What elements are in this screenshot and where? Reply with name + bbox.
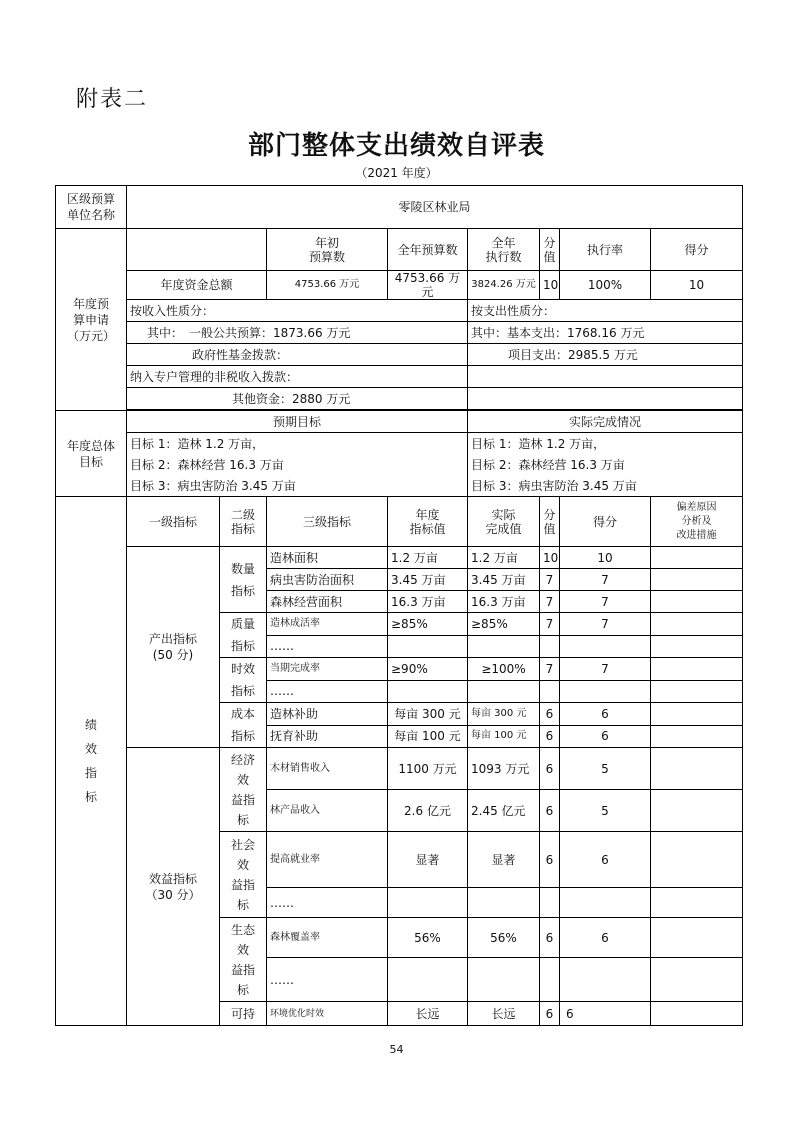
annex-label: 附表二 bbox=[76, 87, 149, 112]
environment-obtained: 6 bbox=[560, 1002, 651, 1026]
budget-score-header: 分 值 bbox=[540, 229, 560, 271]
coverage-actual: 56% bbox=[468, 918, 540, 958]
obtained-header: 得分 bbox=[560, 497, 651, 547]
tending-subsidy-score: 6 bbox=[540, 725, 560, 748]
afforest-subsidy-name: 造林补助 bbox=[267, 703, 388, 726]
timeliness-blank-score bbox=[540, 680, 560, 703]
eco-ellipsis: …… bbox=[267, 958, 388, 1002]
forest-products-name: 林产品收入 bbox=[267, 790, 388, 832]
afforest-area-target: 1.2 万亩 bbox=[388, 547, 468, 569]
employment-score: 6 bbox=[540, 832, 560, 888]
social-blank-obtained bbox=[560, 888, 651, 918]
unit-label: 区级预算 单位名称 bbox=[56, 186, 127, 229]
actual-goal-2: 目标 2：森林经营 16.3 万亩 bbox=[468, 455, 743, 476]
employment-actual: 显著 bbox=[468, 832, 540, 888]
survival-deviation bbox=[651, 613, 743, 636]
eco-blank-obtained bbox=[560, 958, 651, 1002]
social-label: 社会 效 益指 标 bbox=[220, 832, 267, 918]
afforest-subsidy-score: 6 bbox=[540, 703, 560, 726]
year-label: （2021 年度） bbox=[355, 166, 438, 180]
environment-deviation bbox=[651, 1002, 743, 1026]
unit-value: 零陵区林业局 bbox=[127, 186, 743, 229]
expense-title: 按支出性质分： bbox=[468, 300, 743, 322]
quality-blank-actual bbox=[468, 635, 540, 658]
forest-mgmt-actual: 16.3 万亩 bbox=[468, 591, 540, 613]
quality-blank-obtained bbox=[560, 635, 651, 658]
quality-blank-score bbox=[540, 635, 560, 658]
quality-ellipsis: …… bbox=[267, 635, 388, 658]
pest-area-obtained: 7 bbox=[560, 569, 651, 591]
forest-products-target: 2.6 亿元 bbox=[388, 790, 468, 832]
income-other-blank bbox=[468, 388, 743, 410]
actual-goals-header: 实际完成情况 bbox=[468, 411, 743, 433]
afforest-subsidy-obtained: 6 bbox=[560, 703, 651, 726]
benefit-indicator-label: 效益指标 （30 分） bbox=[127, 748, 220, 1026]
afforest-subsidy-actual: 每亩 300 元 bbox=[468, 703, 540, 726]
quantity-label: 数量 指标 bbox=[220, 547, 267, 613]
quality-blank-deviation bbox=[651, 635, 743, 658]
survival-name: 造林成活率 bbox=[267, 613, 388, 636]
level2-header: 二级 指标 bbox=[220, 497, 267, 547]
social-blank-actual bbox=[468, 888, 540, 918]
tending-subsidy-obtained: 6 bbox=[560, 725, 651, 748]
forest-mgmt-score: 7 bbox=[540, 591, 560, 613]
coverage-score: 6 bbox=[540, 918, 560, 958]
score-header: 分 值 bbox=[540, 497, 560, 547]
eco-blank-score bbox=[540, 958, 560, 1002]
planned-goal-2: 目标 2：森林经营 16.3 万亩 bbox=[127, 455, 468, 476]
environment-target: 长远 bbox=[388, 1002, 468, 1026]
afforest-area-name: 造林面积 bbox=[267, 547, 388, 569]
income-public-budget: 其中： 一般公共预算：1873.66 万元 bbox=[127, 322, 468, 344]
timber-actual: 1093 万元 bbox=[468, 748, 540, 790]
sustain-label: 可持 bbox=[220, 1002, 267, 1026]
completion-obtained: 7 bbox=[560, 658, 651, 681]
income-nontax: 纳入专户管理的非税收入拨款： bbox=[127, 366, 468, 388]
survival-score: 7 bbox=[540, 613, 560, 636]
quality-blank-target bbox=[388, 635, 468, 658]
environment-score: 6 bbox=[540, 1002, 560, 1026]
actual-goal-1: 目标 1：造林 1.2 万亩， bbox=[468, 433, 743, 455]
budget-initial-header: 年初 预算数 bbox=[267, 229, 388, 271]
income-title: 按收入性质分： bbox=[127, 300, 468, 322]
economic-label: 经济 效 益指 标 bbox=[220, 748, 267, 832]
eco-blank-actual bbox=[468, 958, 540, 1002]
pest-area-deviation bbox=[651, 569, 743, 591]
budget-section-label: 年度预 算申请 （万元） bbox=[56, 229, 127, 411]
survival-obtained: 7 bbox=[560, 613, 651, 636]
budget-obtained-header: 得分 bbox=[651, 229, 743, 271]
environment-name: 环境优化时效 bbox=[267, 1002, 388, 1026]
actual-header: 实际 完成值 bbox=[468, 497, 540, 547]
coverage-name: 森林覆盖率 bbox=[267, 918, 388, 958]
environment-actual: 长远 bbox=[468, 1002, 540, 1026]
completion-target: ≥90% bbox=[388, 658, 468, 681]
afforest-area-obtained: 10 bbox=[560, 547, 651, 569]
forest-products-score: 6 bbox=[540, 790, 560, 832]
coverage-deviation bbox=[651, 918, 743, 958]
employment-target: 显著 bbox=[388, 832, 468, 888]
eco-blank-target bbox=[388, 958, 468, 1002]
output-indicator-label: 产出指标 (50 分) bbox=[127, 547, 220, 748]
budget-executed-header: 全年 执行数 bbox=[468, 229, 540, 271]
social-blank-score bbox=[540, 888, 560, 918]
timber-obtained: 5 bbox=[560, 748, 651, 790]
coverage-obtained: 6 bbox=[560, 918, 651, 958]
planned-goals-header: 预期目标 bbox=[127, 411, 468, 433]
forest-mgmt-target: 16.3 万亩 bbox=[388, 591, 468, 613]
timber-deviation bbox=[651, 748, 743, 790]
total-initial: 4753.66 万元 bbox=[267, 271, 388, 300]
budget-header-blank bbox=[127, 229, 267, 271]
budget-full-year-header: 全年预算数 bbox=[388, 229, 468, 271]
timber-name: 木材销售收入 bbox=[267, 748, 388, 790]
quality-label: 质量 指标 bbox=[220, 613, 267, 658]
timeliness-ellipsis: …… bbox=[267, 680, 388, 703]
total-score: 10 bbox=[540, 271, 560, 300]
employment-name: 提高就业率 bbox=[267, 832, 388, 888]
budget-rate-header: 执行率 bbox=[560, 229, 651, 271]
timber-score: 6 bbox=[540, 748, 560, 790]
level3-header: 三级指标 bbox=[267, 497, 388, 547]
social-ellipsis: …… bbox=[267, 888, 388, 918]
actual-goal-3: 目标 3：病虫害防治 3.45 万亩 bbox=[468, 476, 743, 497]
indicators-section-label: 绩 效 指 标 bbox=[56, 497, 127, 1026]
forest-products-obtained: 5 bbox=[560, 790, 651, 832]
completion-name: 当期完成率 bbox=[267, 658, 388, 681]
total-executed: 3824.26 万元 bbox=[468, 271, 540, 300]
planned-goal-3: 目标 3：病虫害防治 3.45 万亩 bbox=[127, 476, 468, 497]
expense-basic: 其中：基本支出：1768.16 万元 bbox=[468, 322, 743, 344]
forest-mgmt-deviation bbox=[651, 591, 743, 613]
tending-subsidy-target: 每亩 100 元 bbox=[388, 725, 468, 748]
page-title: 部门整体支出绩效自评表 bbox=[247, 131, 545, 161]
timeliness-blank-target bbox=[388, 680, 468, 703]
forest-mgmt-name: 森林经营面积 bbox=[267, 591, 388, 613]
level1-header: 一级指标 bbox=[127, 497, 220, 547]
total-full-year: 4753.66 万元 bbox=[388, 271, 468, 300]
timeliness-label: 时效 指标 bbox=[220, 658, 267, 703]
timeliness-blank-obtained bbox=[560, 680, 651, 703]
target-header: 年度 指标值 bbox=[388, 497, 468, 547]
forest-products-deviation bbox=[651, 790, 743, 832]
timeliness-blank-deviation bbox=[651, 680, 743, 703]
page-number: 54 bbox=[389, 1043, 404, 1056]
total-obtained: 10 bbox=[651, 271, 743, 300]
social-blank-target bbox=[388, 888, 468, 918]
planned-goal-1: 目标 1：造林 1.2 万亩， bbox=[127, 433, 468, 455]
income-other: 其他资金：2880 万元 bbox=[127, 388, 468, 410]
total-rate: 100% bbox=[560, 271, 651, 300]
performance-table bbox=[55, 185, 743, 1026]
deviation-header: 偏差原因 分析及 改进措施 bbox=[651, 497, 743, 547]
survival-actual: ≥85% bbox=[468, 613, 540, 636]
timeliness-blank-actual bbox=[468, 680, 540, 703]
total-row-label: 年度资金总额 bbox=[127, 271, 267, 300]
completion-deviation bbox=[651, 658, 743, 681]
afforest-subsidy-deviation bbox=[651, 703, 743, 726]
tending-subsidy-deviation bbox=[651, 725, 743, 748]
employment-obtained: 6 bbox=[560, 832, 651, 888]
pest-area-target: 3.45 万亩 bbox=[388, 569, 468, 591]
eco-label: 生态 效 益指 标 bbox=[220, 918, 267, 1002]
tending-subsidy-actual: 每亩 100 元 bbox=[468, 725, 540, 748]
forest-mgmt-obtained: 7 bbox=[560, 591, 651, 613]
pest-area-name: 病虫害防治面积 bbox=[267, 569, 388, 591]
coverage-target: 56% bbox=[388, 918, 468, 958]
survival-target: ≥85% bbox=[388, 613, 468, 636]
social-blank-deviation bbox=[651, 888, 743, 918]
pest-area-score: 7 bbox=[540, 569, 560, 591]
income-fund: 政府性基金拨款： bbox=[127, 344, 468, 366]
eco-blank-deviation bbox=[651, 958, 743, 1002]
completion-actual: ≥100% bbox=[468, 658, 540, 681]
tending-subsidy-name: 抚育补助 bbox=[267, 725, 388, 748]
income-nontax-blank bbox=[468, 366, 743, 388]
pest-area-actual: 3.45 万亩 bbox=[468, 569, 540, 591]
expense-project: 项目支出：2985.5 万元 bbox=[468, 344, 743, 366]
afforest-area-deviation bbox=[651, 547, 743, 569]
goals-section-label: 年度总体 目标 bbox=[56, 411, 127, 497]
afforest-area-actual: 1.2 万亩 bbox=[468, 547, 540, 569]
cost-label: 成本 指标 bbox=[220, 703, 267, 748]
forest-products-actual: 2.45 亿元 bbox=[468, 790, 540, 832]
completion-score: 7 bbox=[540, 658, 560, 681]
timber-target: 1100 万元 bbox=[388, 748, 468, 790]
employment-deviation bbox=[651, 832, 743, 888]
afforest-area-score: 10 bbox=[540, 547, 560, 569]
afforest-subsidy-target: 每亩 300 元 bbox=[388, 703, 468, 726]
